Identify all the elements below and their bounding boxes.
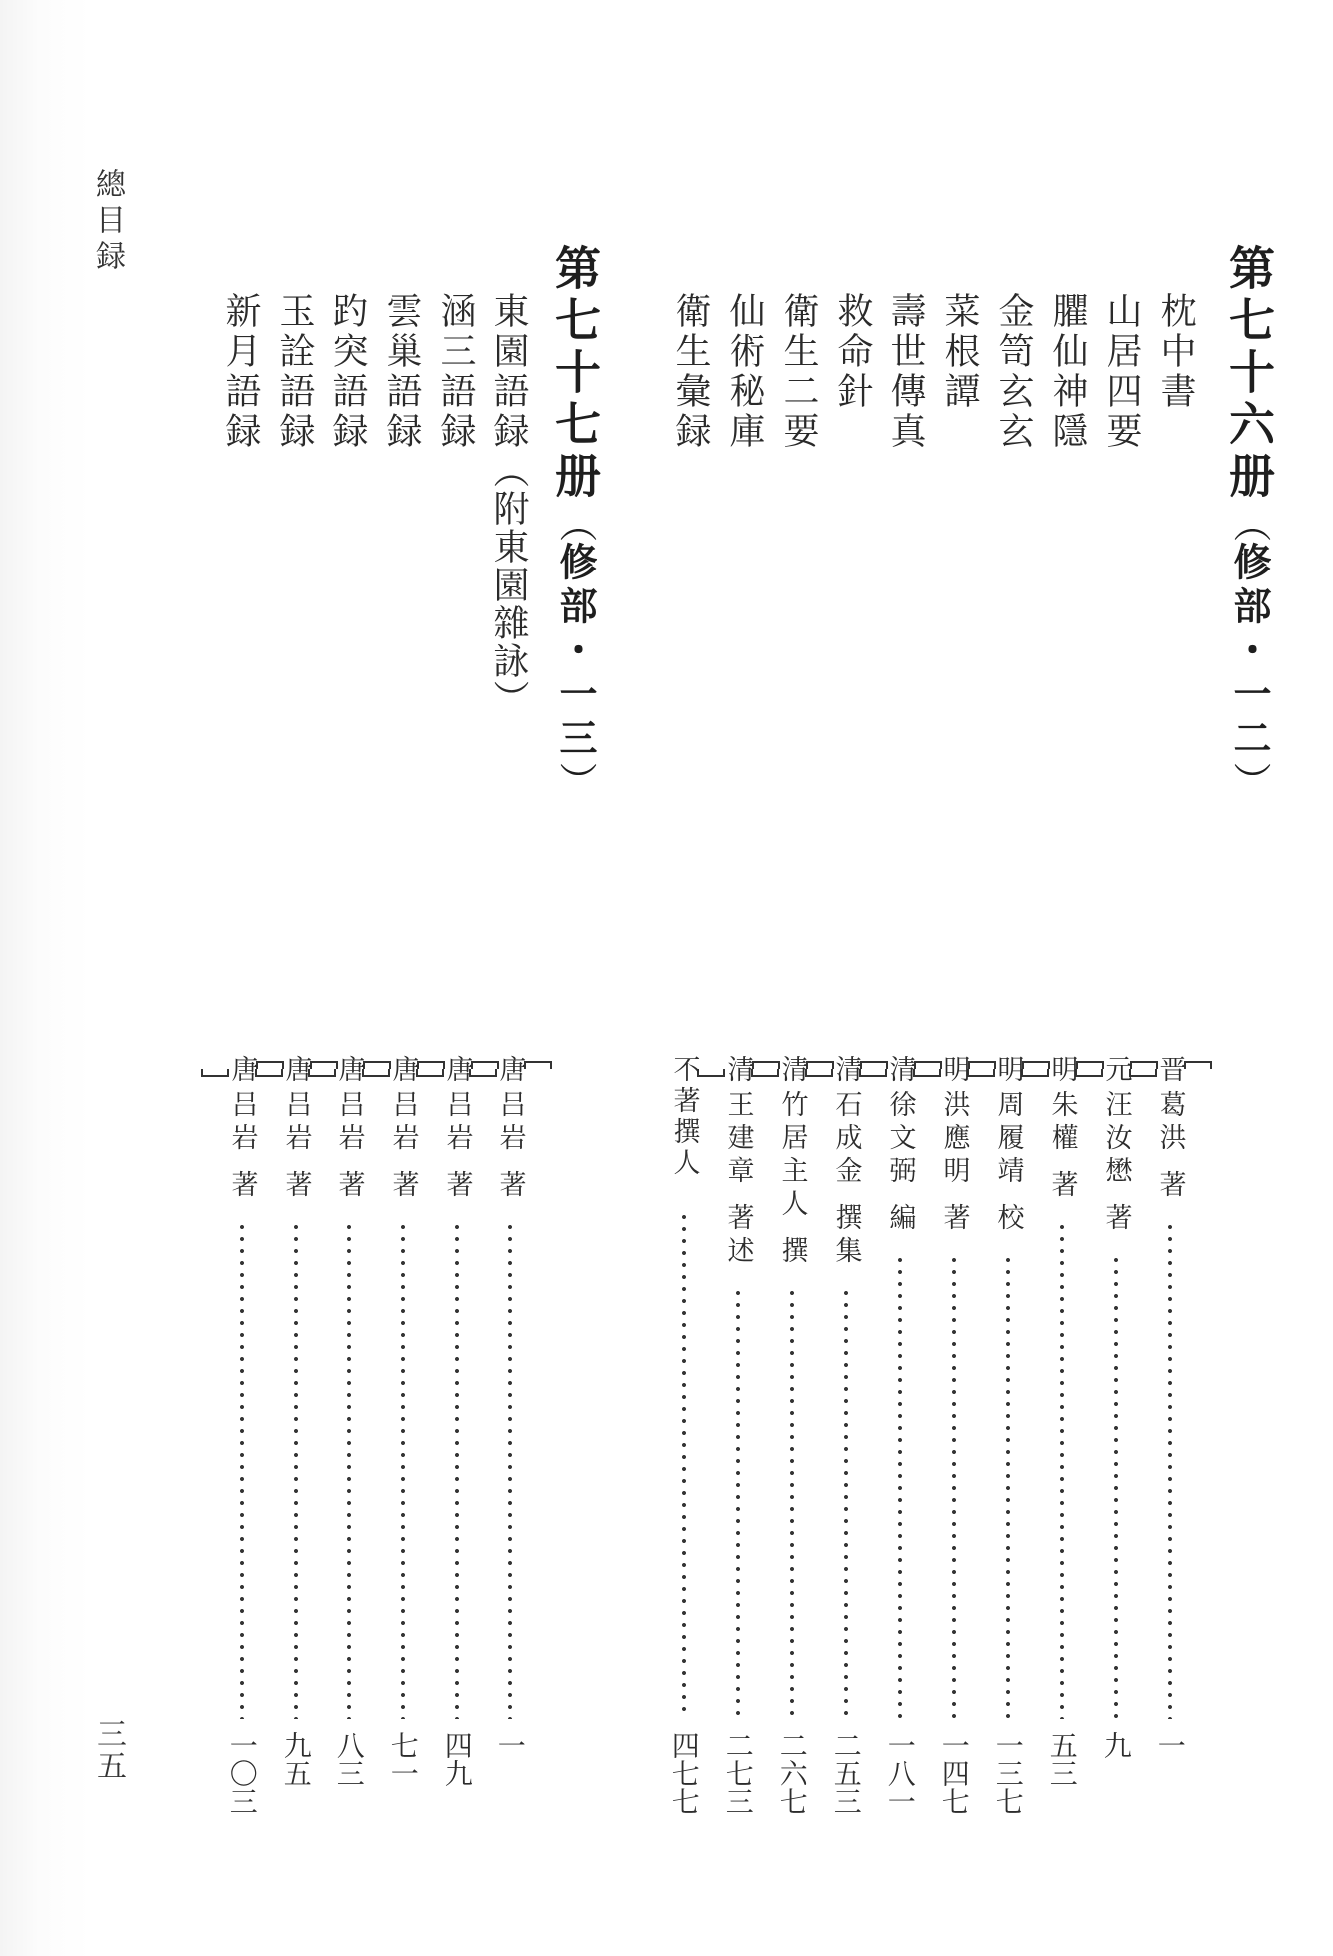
dynasty-bracket: 明 [1021,1055,1104,1082]
dot-leader [951,1254,957,1719]
page-ref[interactable]: 一八一 [883,1731,917,1815]
title-entry[interactable]: 衛生二要 [778,292,819,452]
title-entry[interactable]: 新月語録 [220,292,261,452]
dynasty-bracket: 晋 [1129,1055,1212,1082]
page-ref[interactable]: 四九 [440,1731,474,1787]
author-role: 著 [280,1170,312,1203]
author-role: 校 [992,1203,1024,1236]
author-role: 著 [494,1170,526,1203]
author-entry [437,1055,477,1815]
page-ref[interactable]: 二六七 [775,1731,809,1815]
page-ref[interactable]: 一三七 [991,1731,1025,1815]
author-name: 吕岩 [226,1090,258,1156]
author-name: 徐文弼 [884,1090,916,1189]
dot-leader [1167,1221,1173,1719]
author-name: 吕岩 [333,1090,365,1156]
title-entry[interactable]: 仙術秘庫 [724,292,765,452]
author-entry [329,1055,369,1815]
author-name: 朱權 [1046,1090,1078,1156]
title-entry[interactable]: 涵三語録 [435,292,476,452]
dot-leader [293,1221,299,1719]
dot-leader [789,1287,795,1719]
author-entry [664,1055,704,1815]
dynasty-bracket: 唐 [416,1055,499,1082]
dot-leader [1113,1254,1119,1719]
dynasty-bracket: 明 [913,1055,996,1082]
author-name: 葛洪 [1154,1090,1186,1156]
section-open-paren: （ [553,504,597,542]
author-name: 竹居主人 [776,1090,808,1222]
author-role: 著 [333,1170,365,1203]
author-entry [826,1055,866,1815]
author-role: 著 [1046,1170,1078,1203]
page-ref[interactable]: 二五三 [829,1731,863,1815]
author-entry [1150,1055,1190,1815]
author-role: 著 [1100,1203,1132,1236]
author-entry [880,1055,920,1815]
volume-heading-text: 第七十七册 [548,244,602,504]
author-name: 吕岩 [494,1090,526,1156]
dynasty-bracket: 元 [1075,1055,1158,1082]
author-entry [772,1055,812,1815]
author-name: 洪應明 [938,1090,970,1189]
dynasty-bracket: 唐 [469,1055,552,1082]
section-label: 修部・一三 [553,542,598,762]
page-ref[interactable]: 一〇三 [225,1731,259,1815]
author-name: 不著撰人 [668,1055,700,1179]
author-entry [718,1055,758,1815]
running-head: 總目録 [90,168,125,276]
title-note: （附東園雜詠） [488,452,529,718]
author-entry [1096,1055,1136,1815]
dynasty-bracket: 明 [967,1055,1050,1082]
author-name: 吕岩 [280,1090,312,1156]
author-name: 周履靖 [992,1090,1024,1189]
dot-leader [735,1287,741,1719]
page-ref[interactable]: 一 [493,1731,527,1759]
volume-heading-text: 第七十六册 [1222,244,1276,504]
dynasty-bracket: 唐 [308,1055,391,1082]
page-ref[interactable]: 一四七 [937,1731,971,1815]
title-entry[interactable]: 衛生彙録 [670,292,711,452]
volume-heading-77 [548,244,602,800]
author-role: 撰集 [830,1203,862,1269]
author-role: 著述 [722,1203,754,1269]
author-name: 汪汝懋 [1100,1090,1132,1189]
author-entry [276,1055,316,1815]
page-ref[interactable]: 七一 [386,1731,420,1787]
title-entry[interactable]: 山居四要 [1101,292,1142,452]
author-name: 吕岩 [387,1090,419,1156]
title-entry[interactable]: 救命針 [832,292,873,412]
author-role: 著 [1154,1170,1186,1203]
dot-leader [897,1254,903,1719]
author-role: 撰 [776,1236,808,1269]
author-role: 著 [387,1170,419,1203]
page-ref[interactable]: 八三 [332,1731,366,1787]
author-name: 石成金 [830,1090,862,1189]
title-entry[interactable]: 玉詮語録 [274,292,315,452]
author-role: 著 [938,1203,970,1236]
author-entry [988,1055,1028,1815]
dot-leader [681,1211,687,1719]
title-entry[interactable]: 菜根譚 [939,292,980,412]
dynasty-bracket: 清 [859,1055,942,1082]
section-close-paren: ） [1227,762,1271,800]
title-entry[interactable]: 金笥玄玄 [993,292,1034,452]
title-text: 東園語録 [488,292,529,452]
author-entry [222,1055,262,1815]
dynasty-bracket: 唐 [201,1055,284,1082]
dynasty-bracket: 清 [751,1055,834,1082]
dot-leader [454,1221,460,1719]
title-entry[interactable]: 雲巢語録 [381,292,422,452]
section-open-paren: （ [1227,504,1271,542]
page-ref[interactable]: 四七七 [667,1731,701,1815]
page-ref[interactable]: 二七三 [721,1731,755,1815]
page-number: 三五 [91,1718,126,1782]
dot-leader [400,1221,406,1719]
dot-leader [1005,1254,1011,1719]
section-close-paren: ） [553,762,597,800]
author-role: 著 [441,1170,473,1203]
author-role: 編 [884,1203,916,1236]
page-ref[interactable]: 一 [1153,1731,1187,1759]
dot-leader [843,1287,849,1719]
dot-leader [346,1221,352,1719]
volume-heading-76 [1222,244,1276,800]
title-entry[interactable]: 枕中書 [1155,292,1196,412]
dot-leader [239,1221,245,1719]
page-ref[interactable]: 九五 [279,1731,313,1787]
author-role: 著 [226,1170,258,1203]
author-entry [383,1055,423,1815]
dynasty-bracket: 清 [805,1055,888,1082]
dynasty-bracket: 清 [697,1055,780,1082]
dot-leader [507,1221,513,1719]
author-entry [490,1055,530,1815]
author-entry [934,1055,974,1815]
author-entry [1042,1055,1082,1815]
page-ref[interactable]: 九 [1099,1731,1133,1759]
section-label: 修部・一二 [1227,542,1272,762]
page-ref[interactable]: 五三 [1045,1731,1079,1787]
title-entry[interactable]: 臞仙神隱 [1047,292,1088,452]
dot-leader [1059,1221,1065,1719]
dynasty-bracket: 唐 [362,1055,445,1082]
author-name: 王建章 [722,1090,754,1189]
dynasty-bracket: 唐 [255,1055,338,1082]
title-entry[interactable]: 壽世傳真 [885,292,926,452]
author-name: 吕岩 [441,1090,473,1156]
title-entry[interactable]: 趵突語録 [327,292,368,452]
title-entry[interactable] [488,292,529,718]
